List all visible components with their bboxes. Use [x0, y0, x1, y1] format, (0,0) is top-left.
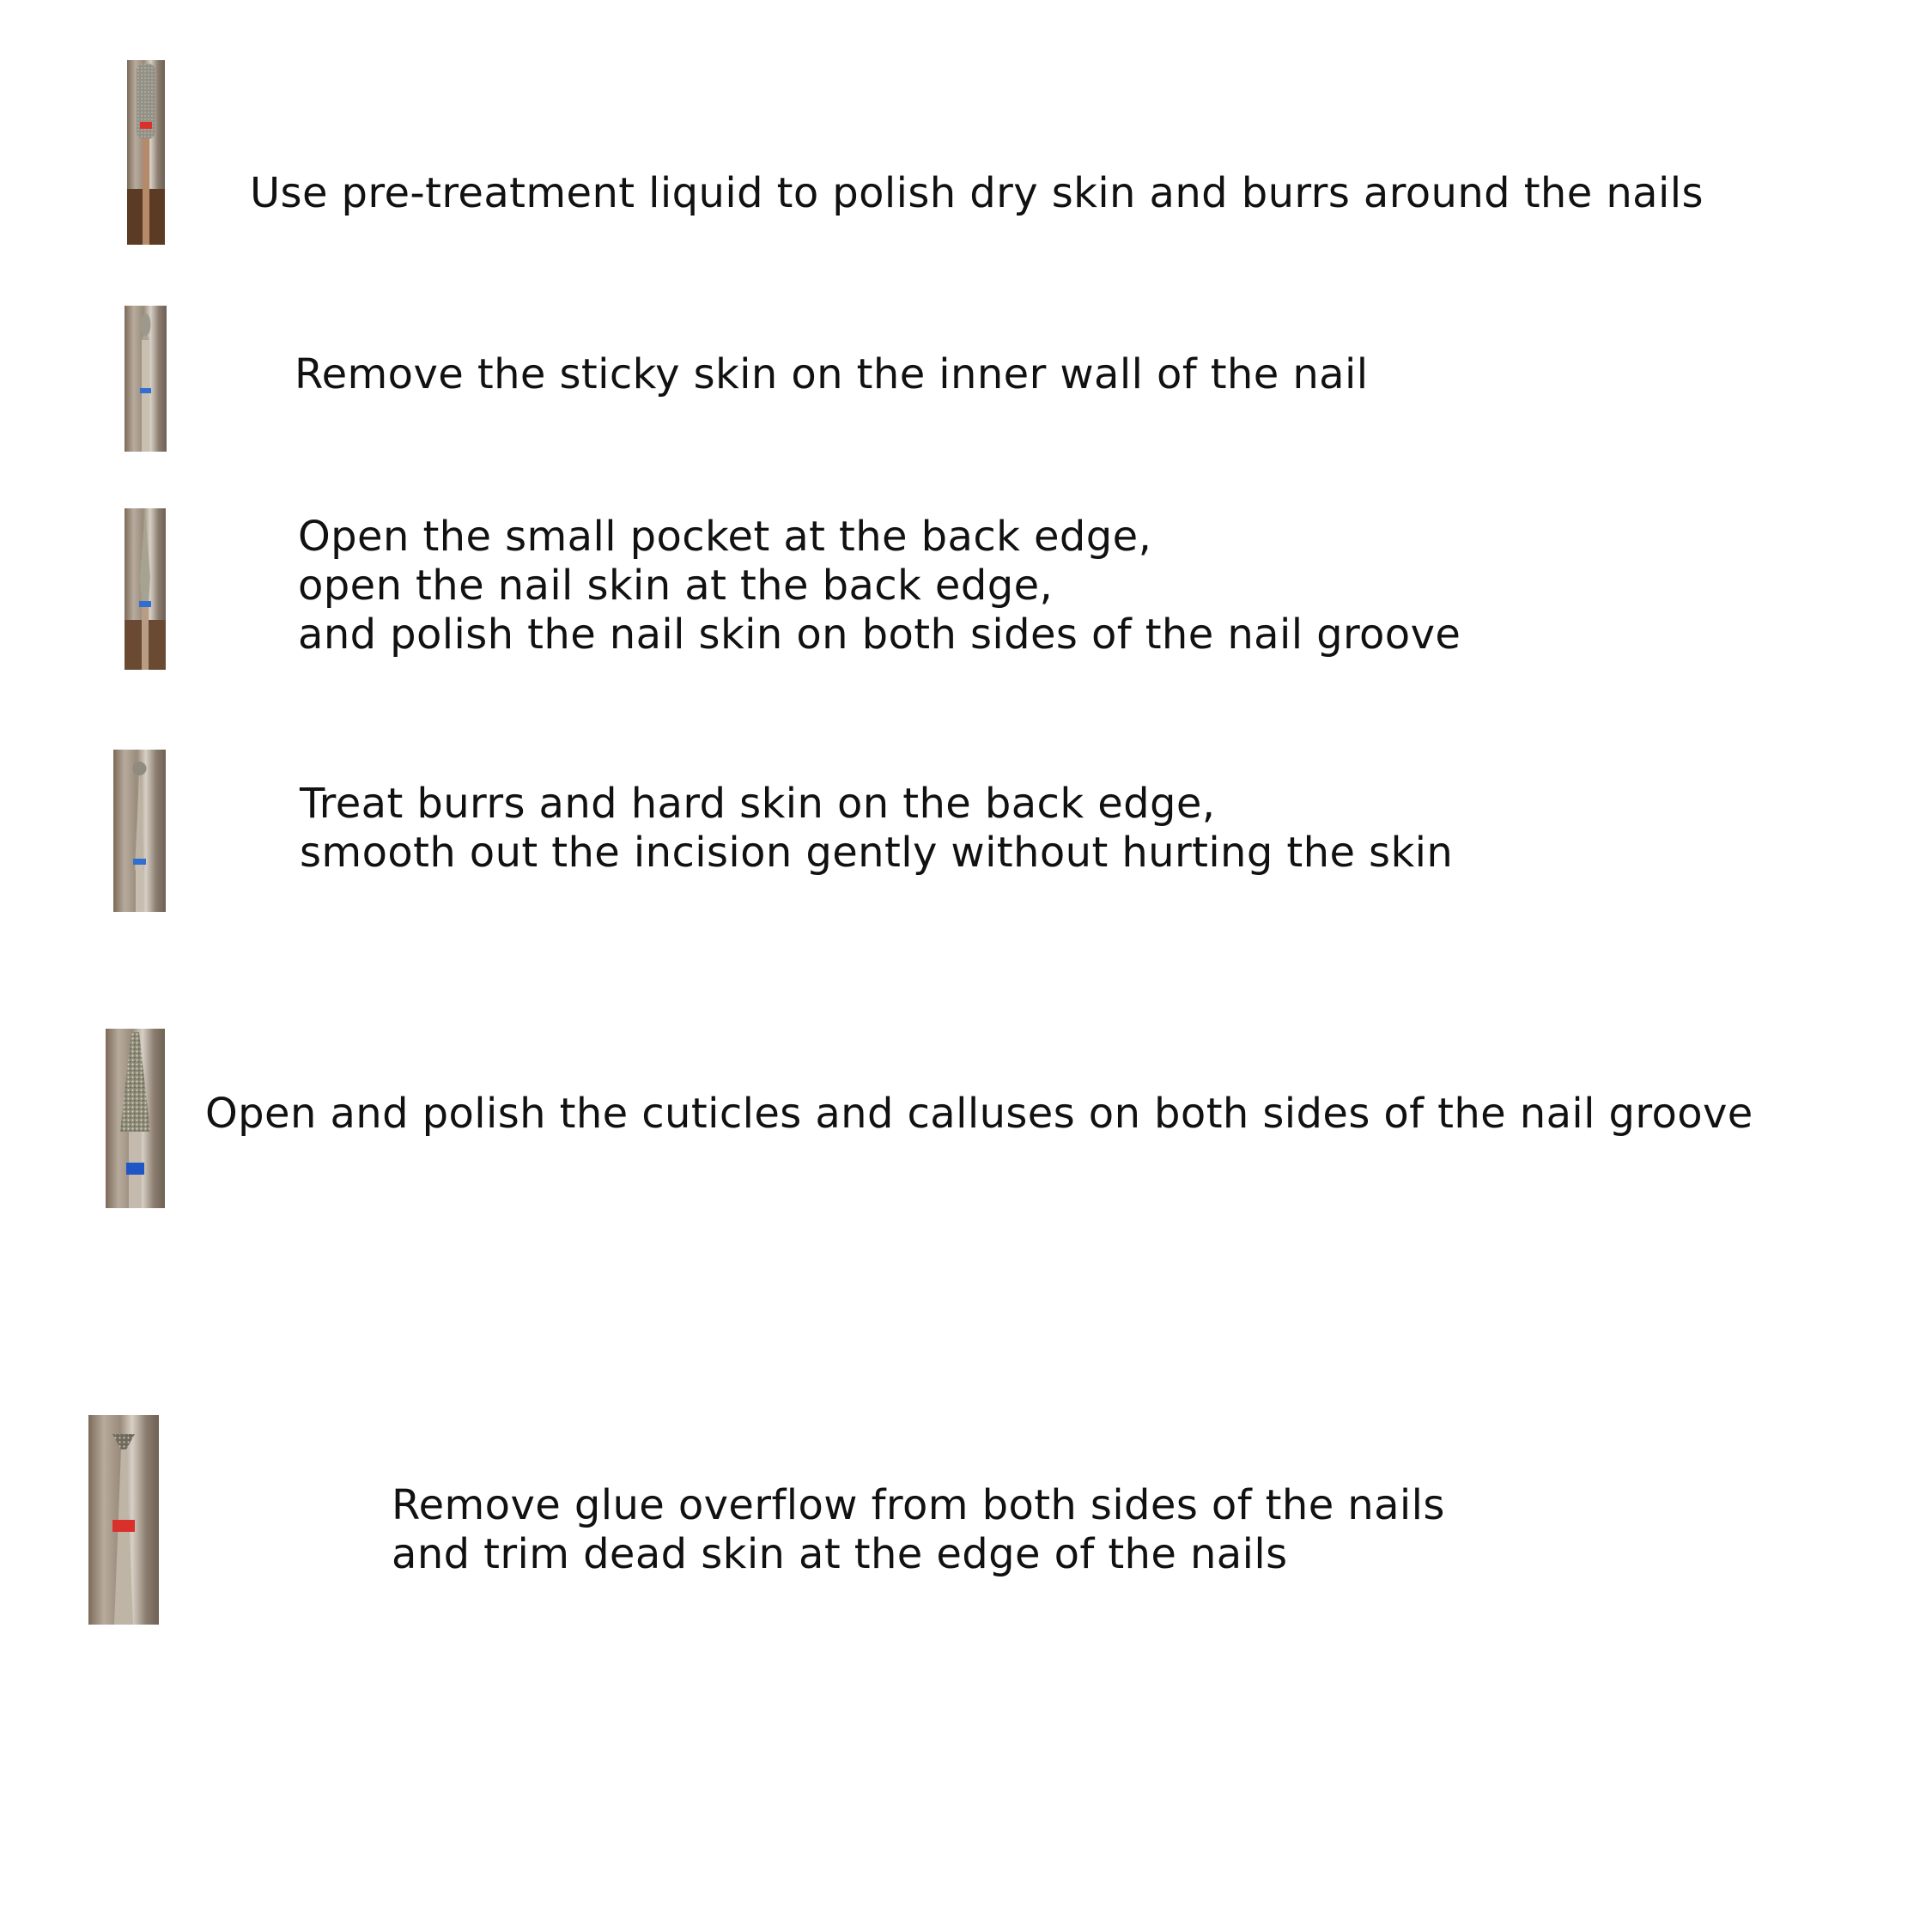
- step-text-line: Treat burrs and hard skin on the back edge,: [300, 780, 1216, 828]
- step-description: [300, 780, 1453, 878]
- step-description: [298, 513, 1461, 659]
- cone-bit-icon: [106, 1029, 165, 1208]
- step-text-line: and trim dead skin at the edge of the nails: [392, 1530, 1288, 1578]
- step-text-line: open the nail skin at the back edge,: [298, 562, 1054, 610]
- step-text-line: Remove the sticky skin on the inner wall of the nail: [295, 350, 1369, 398]
- step-description: [295, 350, 1368, 399]
- small-flame-bit-icon: [125, 306, 167, 452]
- needle-bit-icon: [125, 508, 166, 670]
- step-text-line: and polish the nail skin on both sides of the nail groove: [298, 611, 1461, 659]
- step-description: [392, 1481, 1445, 1579]
- cylinder-bit-icon: [127, 60, 165, 245]
- ball-bit-icon: [113, 750, 166, 912]
- step-description: [250, 169, 1704, 218]
- step-description: [205, 1090, 1753, 1139]
- step-text-line: Remove glue overflow from both sides of the nails: [392, 1481, 1445, 1529]
- inverted-cone-bit-icon: [88, 1415, 159, 1625]
- step-text-line: smooth out the incision gently without hurting the skin: [300, 829, 1454, 877]
- step-text-line: Use pre-treatment liquid to polish dry skin and burrs around the nails: [250, 169, 1704, 217]
- step-text-line: Open and polish the cuticles and calluses on both sides of the nail groove: [205, 1090, 1753, 1138]
- step-text-line: Open the small pocket at the back edge,: [298, 513, 1152, 561]
